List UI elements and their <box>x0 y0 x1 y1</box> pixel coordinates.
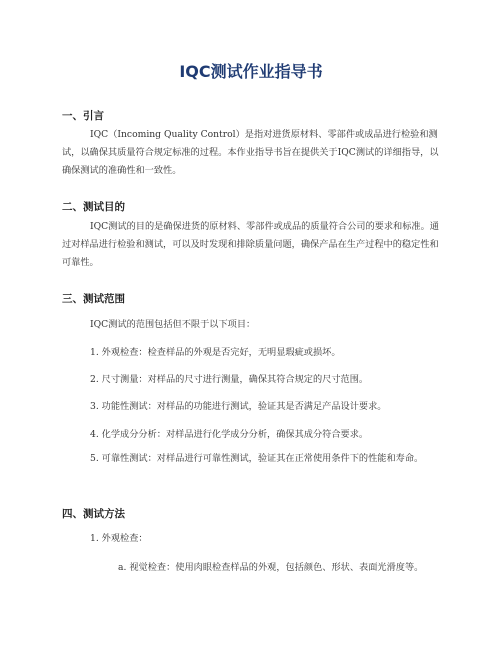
section-heading-introduction: 一、引言 <box>62 110 104 122</box>
scope-intro: IQC测试的范围包括但不限于以下项目： <box>90 319 256 330</box>
document-title: IQC测试作业指导书 <box>179 62 323 81</box>
section-paragraph-introduction: IQC（Incoming Quality Control）是指对进货原材料、零部件或成品进行检验和测试，以确保其质量符合规定标准的过程。本作业指导书旨在提供关于IQC测试的详细指导，以确保测试的准确性和一致性。 <box>62 129 439 176</box>
section-heading-purpose: 二、测试目的 <box>62 201 125 213</box>
scope-item-3: 3. 功能性测试：对样品的功能进行测试，验证其是否满足产品设计要求。 <box>90 401 387 412</box>
scope-item-4: 4. 化学成分分析：对样品进行化学成分分析，确保其成分符合要求。 <box>90 429 369 440</box>
scope-item-5: 5. 可靠性测试：对样品进行可靠性测试，验证其在正常使用条件下的性能和寿命。 <box>90 453 424 464</box>
section-paragraph-purpose: IQC测试的目的是确保进货的原材料、零部件或成品的质量符合公司的要求和标准。通过对样品进行检验和测试，可以及时发现和排除质量问题，确保产品在生产过程中的稳定性和可靠性。 <box>62 221 439 268</box>
scope-item-2: 2. 尺寸测量：对样品的尺寸进行测量，确保其符合规定的尺寸范围。 <box>90 374 369 385</box>
section-heading-scope: 三、测试范围 <box>62 293 125 305</box>
method-subitem-a: a. 视觉检查：使用肉眼检查样品的外观，包括颜色、形状、表面光滑度等。 <box>118 562 424 573</box>
method-item-1: 1. 外观检查： <box>90 533 148 544</box>
scope-item-1: 1. 外观检查：检查样品的外观是否完好，无明显瑕疵或损坏。 <box>90 347 341 358</box>
section-heading-methods: 四、测试方法 <box>62 508 125 520</box>
